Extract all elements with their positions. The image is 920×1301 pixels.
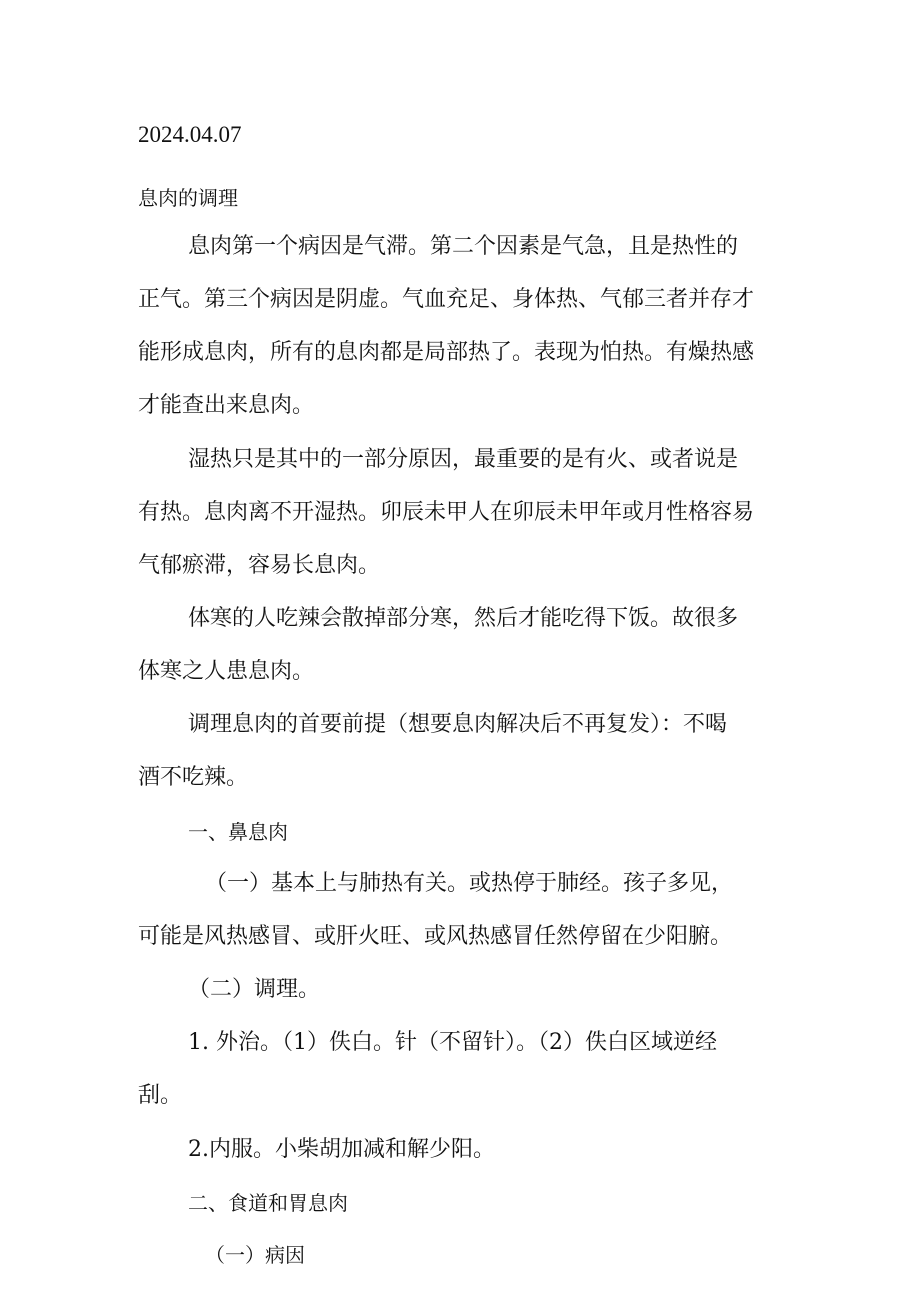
paragraph-line: 调理息肉的首要前提（想要息肉解决后不再复发）：不喝 — [188, 712, 728, 737]
document-title: 息肉的调理 — [138, 186, 238, 210]
paragraph-line: 湿热只是其中的一部分原因，最重要的是有火、或者说是 — [188, 447, 739, 472]
paragraph-line: 气郁瘀滞，容易长息肉。 — [138, 553, 381, 578]
paragraph-line: 可能是风热感冒、或肝火旺、或风热感冒任然停留在少阳腑。 — [138, 924, 733, 949]
paragraph-line: 酒不吃辣。 — [138, 765, 249, 790]
paragraph-line: 正气。第三个病因是阴虚。气血充足、身体热、气郁三者并存才 — [138, 287, 755, 312]
paragraph-line: 2.内服。小柴胡加减和解少阳。 — [188, 1137, 495, 1162]
subsection-heading: （一）病因 — [205, 1243, 305, 1267]
paragraph-line: 体寒的人吃辣会散掉部分寒，然后才能吃得下饭。故很多 — [188, 606, 739, 631]
paragraph-line: （一）基本上与肺热有关。或热停于肺经。孩子多见， — [205, 871, 734, 896]
section-heading: 一、鼻息肉 — [188, 820, 288, 844]
paragraph-line: 刮。 — [138, 1083, 183, 1108]
paragraph-line: 才能查出来息肉。 — [138, 393, 315, 418]
section-heading: 二、食道和胃息肉 — [188, 1191, 348, 1215]
paragraph-line: 体寒之人患息肉。 — [138, 659, 315, 684]
paragraph-line: 能形成息肉，所有的息肉都是局部热了。表现为怕热。有燥热感 — [138, 340, 755, 365]
document-date: 2024.04.07 — [138, 122, 242, 147]
subsection-heading: （二）调理。 — [188, 977, 321, 1002]
paragraph-line: 有热。息肉离不开湿热。卯辰未甲人在卯辰未甲年或月性格容易 — [138, 500, 755, 525]
paragraph-line: 息肉第一个病因是气滞。第二个因素是气急，且是热性的 — [188, 234, 739, 259]
paragraph-line: 1. 外治。（1）佚白。针（不留针）。（2）佚白区域逆经 — [188, 1030, 717, 1055]
